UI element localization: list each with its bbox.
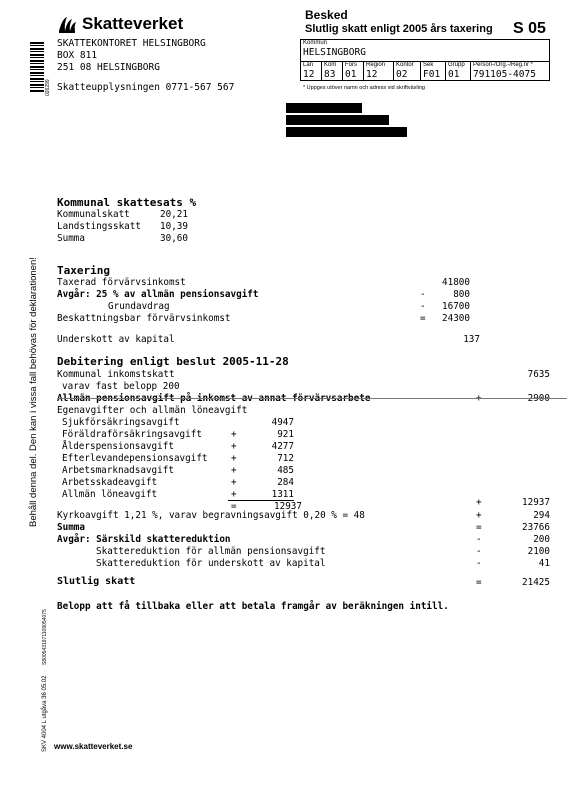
redacted-name [286, 103, 362, 113]
kommunalskatt-value: 20,21 [160, 209, 188, 220]
foraldra-label: Föräldraförsäkringsavgift [62, 429, 202, 440]
taxerad-forvarvsinkomst-value: 41800 [442, 277, 470, 288]
kommun-cell [301, 40, 550, 62]
alderspension-op: + [231, 441, 237, 452]
logo-text: Skatteverket [82, 14, 184, 33]
postal-address: 251 08 HELSINGBORG [57, 62, 160, 73]
egen-total-value: 12937 [522, 497, 550, 508]
avgar-value: 800 [453, 289, 470, 300]
sjuk-label: Sjukförsäkringsavgift [62, 417, 180, 428]
footer-note: Belopp att få tillbaka eller att betala framgår av beräkningen intill. [57, 601, 449, 612]
box: BOX 811 [57, 50, 98, 61]
debitering-summa-value: 23766 [522, 522, 550, 533]
egen-subtotal-value: 12937 [274, 501, 302, 512]
landstingsskatt-label: Landstingsskatt [57, 221, 141, 232]
egen-total-op: + [476, 497, 482, 508]
besked-code: S 05 [513, 20, 546, 37]
loneavgift-value: 1311 [271, 489, 294, 500]
footer-url: www.skatteverket.se [54, 742, 133, 751]
slutlig-skatt-label: Slutlig skatt [57, 576, 136, 587]
footnote: * Uppges utöver namn och adress vid skriftväxling [303, 85, 425, 91]
cell-kontor: Kontor 02 [394, 62, 421, 81]
arbetsskada-label: Arbetsskadeavgift [62, 477, 158, 488]
debitering-heading: Debitering enligt beslut 2005-11-28 [57, 355, 289, 368]
kommun-label: Kommun [303, 40, 328, 46]
kyrkoavgift-op: + [476, 510, 482, 521]
cell-sek: Sek F01 [421, 62, 446, 81]
barcode [30, 42, 44, 92]
loneavgift-label: Allmän löneavgift [62, 489, 158, 500]
skatteverket-logo [56, 13, 183, 35]
barcode-number: 026299 [45, 79, 51, 96]
beskattningsbar-label: Beskattningsbar förvärvsinkomst [57, 313, 231, 324]
cell-region: Region 12 [364, 62, 394, 81]
debitering-summa-op: = [476, 522, 482, 533]
efterlevande-op: + [231, 453, 237, 464]
summa-value: 30,60 [160, 233, 188, 244]
kommunal-inkomstskatt-value: 7635 [527, 369, 550, 380]
fast-belopp-label: varav fast belopp 200 [62, 381, 180, 392]
besked-title: Slutlig skatt enligt 2005 års taxering [305, 23, 493, 35]
beskattningsbar-value: 24300 [442, 313, 470, 324]
efterlevande-label: Efterlevandepensionsavgift [62, 453, 208, 464]
reduktion-pension-op: - [476, 546, 482, 557]
kommun-value: HELSINGBORG [303, 47, 366, 58]
crown-logo-icon [56, 13, 78, 35]
kommunal-heading: Kommunal skattesats % [57, 196, 197, 209]
foraldra-op: + [231, 429, 237, 440]
beskattningsbar-op: = [420, 313, 426, 324]
reduktion-kapital-value: 41 [538, 558, 550, 569]
sarskild-reduktion-value: 200 [533, 534, 550, 545]
arbetsmarknad-label: Arbetsmarknadsavgift [62, 465, 174, 476]
kyrkoavgift-value: 294 [533, 510, 550, 521]
slutlig-skatt-value: 21425 [522, 577, 550, 588]
arbetsskada-op: + [231, 477, 237, 488]
sarskild-reduktion-label: Avgår: Särskild skattereduktion [57, 534, 231, 545]
small-code: S8005431971109054075 [42, 609, 48, 665]
alderspension-label: Ålderspensionsavgift [62, 441, 174, 452]
landstingsskatt-value: 10,39 [160, 221, 188, 232]
arbetsmarknad-op: + [231, 465, 237, 476]
side-note: Behåll denna del. Den kan i vissa fall behövas för deklarationen! [28, 257, 39, 527]
kommun-box [300, 39, 550, 81]
arbetsskada-value: 284 [277, 477, 294, 488]
debitering-summa-label: Summa [57, 522, 85, 533]
alderspension-value: 4277 [271, 441, 294, 452]
cell-grupp: Grupp 01 [446, 62, 471, 81]
office-name: SKATTEKONTORET HELSINGBORG [57, 38, 206, 49]
kommunalskatt-label: Kommunalskatt [57, 209, 130, 220]
cell-lan: Län 12 [301, 62, 322, 81]
kyrkoavgift-label: Kyrkoavgift 1,21 %, varav begravningsavgift 0,20 % = 48 [57, 510, 365, 521]
taxering-heading: Taxering [57, 264, 110, 277]
phone-line: Skatteupplysningen 0771-567 567 [57, 82, 235, 93]
underskott-label: Underskott av kapital [57, 334, 175, 345]
cell-person-nr: Person-/Org.-/Reg.nr * 791105-4075 [471, 62, 550, 81]
egenavgifter-label: Egenavgifter och allmän löneavgift [57, 405, 248, 416]
efterlevande-value: 712 [277, 453, 294, 464]
avgar-op: - [420, 289, 426, 300]
arbetsmarknad-value: 485 [277, 465, 294, 476]
sarskild-reduktion-op: - [476, 534, 482, 545]
reduktion-pension-label: Skattereduktion för allmän pensionsavgift [96, 546, 326, 557]
reduktion-pension-value: 2100 [527, 546, 550, 557]
sender-address [57, 38, 206, 74]
taxerad-forvarvsinkomst-label: Taxerad förvärvsinkomst [57, 277, 186, 288]
sjuk-value: 4947 [271, 417, 294, 428]
loneavgift-op: + [231, 489, 237, 500]
egen-subtotal-op: = [231, 501, 237, 512]
kommun-table [300, 39, 550, 81]
redacted-street [286, 115, 389, 125]
grundavdrag-value: 16700 [442, 301, 470, 312]
cell-fors: Förs 01 [343, 62, 364, 81]
redacted-postal [286, 127, 407, 137]
summa-label: Summa [57, 233, 85, 244]
grundavdrag-op: - [420, 301, 426, 312]
reduktion-kapital-label: Skattereduktion för underskott av kapital [96, 558, 326, 569]
avgar-label: Avgår: 25 % av allmän pensionsavgift [57, 289, 259, 300]
slutlig-skatt-op: = [476, 577, 482, 588]
cell-kom: Kom 83 [322, 62, 343, 81]
grundavdrag-label: Grundavdrag [108, 301, 170, 312]
foraldra-value: 921 [277, 429, 294, 440]
reduktion-kapital-op: - [476, 558, 482, 569]
underskott-value: 137 [463, 334, 480, 345]
besked-label: Besked [305, 8, 348, 22]
strike-line [57, 398, 567, 399]
form-code: SKV 4004 L utgåva 36 05.02 [42, 675, 48, 752]
kommunal-inkomstskatt-label: Kommunal inkomstskatt [57, 369, 175, 380]
